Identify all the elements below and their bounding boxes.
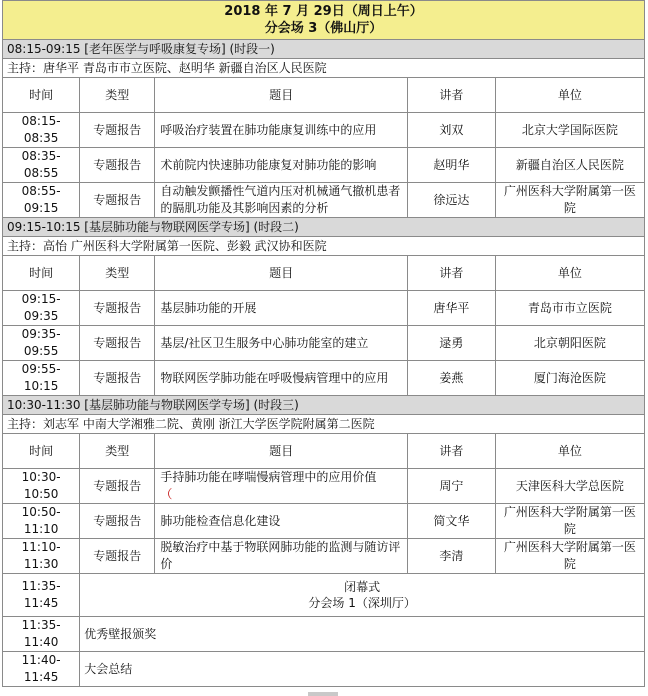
col-unit: 单位 [495, 434, 644, 469]
talk-type: 专题报告 [80, 361, 155, 396]
table-row [3, 326, 645, 361]
extra-label: 大会总结 [80, 652, 645, 687]
talk-topic: 脱敏治疗中基于物联网肺功能的监测与随访评价 [155, 539, 408, 574]
talk-time: 09:35-09:55 [3, 326, 80, 361]
column-header-row [3, 434, 645, 469]
talk-time: 11:10-11:30 [3, 539, 80, 574]
col-topic: 题目 [155, 434, 408, 469]
moderators: 主持：高怡 广州医科大学附属第一医院、彭毅 武汉协和医院 [3, 237, 645, 256]
col-speaker: 讲者 [408, 256, 496, 291]
talk-speaker: 唐华平 [408, 291, 496, 326]
closing-cell [80, 574, 645, 617]
talk-time: 09:15-09:35 [3, 291, 80, 326]
talk-unit: 广州医科大学附属第一医院 [495, 539, 644, 574]
talk-time: 08:55-09:15 [3, 183, 80, 218]
talk-type: 专题报告 [80, 183, 155, 218]
extra-time: 11:40-11:45 [3, 652, 80, 687]
talk-speaker: 逯勇 [408, 326, 496, 361]
talk-speaker: 简文华 [408, 504, 496, 539]
talk-unit: 新疆自治区人民医院 [495, 148, 644, 183]
col-topic: 题目 [155, 78, 408, 113]
table-row [3, 652, 645, 687]
closing-venue: 分会场 1（深圳厅） [308, 596, 416, 610]
talk-topic: 物联网医学肺功能在呼吸慢病管理中的应用 [155, 361, 408, 396]
session-title-row [3, 218, 645, 237]
col-type: 类型 [80, 256, 155, 291]
talk-topic: 呼吸治疗装置在肺功能康复训练中的应用 [155, 113, 408, 148]
scroll-indicator [308, 692, 338, 696]
moderators-row [3, 237, 645, 256]
table-row [3, 504, 645, 539]
table-row [3, 361, 645, 396]
closing-row [3, 574, 645, 617]
moderators-row [3, 59, 645, 78]
talk-unit: 广州医科大学附属第一医院 [495, 504, 644, 539]
header-date: 2018 年 7 月 29日（周日上午） [224, 4, 423, 19]
talk-topic: 基层肺功能的开展 [155, 291, 408, 326]
session-title-row [3, 40, 645, 59]
talk-speaker: 李清 [408, 539, 496, 574]
col-topic: 题目 [155, 256, 408, 291]
talk-topic: 术前院内快速肺功能康复对肺功能的影响 [155, 148, 408, 183]
column-header-row [3, 78, 645, 113]
col-speaker: 讲者 [408, 434, 496, 469]
col-type: 类型 [80, 434, 155, 469]
col-unit: 单位 [495, 256, 644, 291]
talk-type: 专题报告 [80, 326, 155, 361]
talk-topic-tail: （ [160, 487, 173, 501]
session-title: 09:15-10:15 [基层肺功能与物联网医学专场] (时段二) [3, 218, 645, 237]
talk-topic: 肺功能检查信息化建设 [155, 504, 408, 539]
table-row [3, 469, 645, 504]
session-title: 08:15-09:15 [老年医学与呼吸康复专场] (时段一) [3, 40, 645, 59]
talk-speaker: 周宁 [408, 469, 496, 504]
talk-topic: 手持肺功能在哮喘慢病管理中的应用价值 [160, 470, 377, 484]
header-cell [3, 1, 645, 40]
talk-type: 专题报告 [80, 291, 155, 326]
talk-type: 专题报告 [80, 539, 155, 574]
table-row [3, 183, 645, 218]
table-row [3, 148, 645, 183]
table-row [3, 113, 645, 148]
col-unit: 单位 [495, 78, 644, 113]
session-title-row [3, 396, 645, 415]
talk-unit: 天津医科大学总医院 [495, 469, 644, 504]
table-row [3, 617, 645, 652]
talk-time: 10:50-11:10 [3, 504, 80, 539]
closing-time: 11:35-11:45 [3, 574, 80, 617]
talk-time: 08:15-08:35 [3, 113, 80, 148]
col-time: 时间 [3, 256, 80, 291]
col-time: 时间 [3, 434, 80, 469]
header-venue: 分会场 3（佛山厅） [264, 21, 383, 36]
talk-speaker: 赵明华 [408, 148, 496, 183]
moderators: 主持：刘志军 中南大学湘雅二院、黄刚 浙江大学医学院附属第二医院 [3, 415, 645, 434]
talk-speaker: 徐远达 [408, 183, 496, 218]
column-header-row [3, 256, 645, 291]
talk-topic: 基层/社区卫生服务中心肺功能室的建立 [155, 326, 408, 361]
schedule-frame [2, 0, 645, 696]
talk-topic: 自动触发颤播性气道内压对机械通气撤机患者的膈肌功能及其影响因素的分析 [155, 183, 408, 218]
moderators-row [3, 415, 645, 434]
talk-speaker: 刘双 [408, 113, 496, 148]
talk-unit: 厦门海沧医院 [495, 361, 644, 396]
talk-unit: 北京朝阳医院 [495, 326, 644, 361]
talk-topic-cell [155, 469, 408, 504]
talk-time: 09:55-10:15 [3, 361, 80, 396]
extra-time: 11:35-11:40 [3, 617, 80, 652]
talk-time: 08:35-08:55 [3, 148, 80, 183]
col-time: 时间 [3, 78, 80, 113]
extra-label: 优秀壁报颁奖 [80, 617, 645, 652]
table-row [3, 291, 645, 326]
talk-unit: 青岛市市立医院 [495, 291, 644, 326]
session-title: 10:30-11:30 [基层肺功能与物联网医学专场] (时段三) [3, 396, 645, 415]
moderators: 主持：唐华平 青岛市市立医院、赵明华 新疆自治区人民医院 [3, 59, 645, 78]
schedule-header [3, 1, 645, 40]
talk-type: 专题报告 [80, 469, 155, 504]
schedule-table [2, 0, 645, 687]
col-speaker: 讲者 [408, 78, 496, 113]
talk-type: 专题报告 [80, 504, 155, 539]
talk-unit: 北京大学国际医院 [495, 113, 644, 148]
table-row [3, 539, 645, 574]
talk-speaker: 姜燕 [408, 361, 496, 396]
talk-type: 专题报告 [80, 113, 155, 148]
talk-unit: 广州医科大学附属第一医院 [495, 183, 644, 218]
col-type: 类型 [80, 78, 155, 113]
talk-type: 专题报告 [80, 148, 155, 183]
talk-time: 10:30-10:50 [3, 469, 80, 504]
closing-title: 闭幕式 [344, 580, 381, 594]
